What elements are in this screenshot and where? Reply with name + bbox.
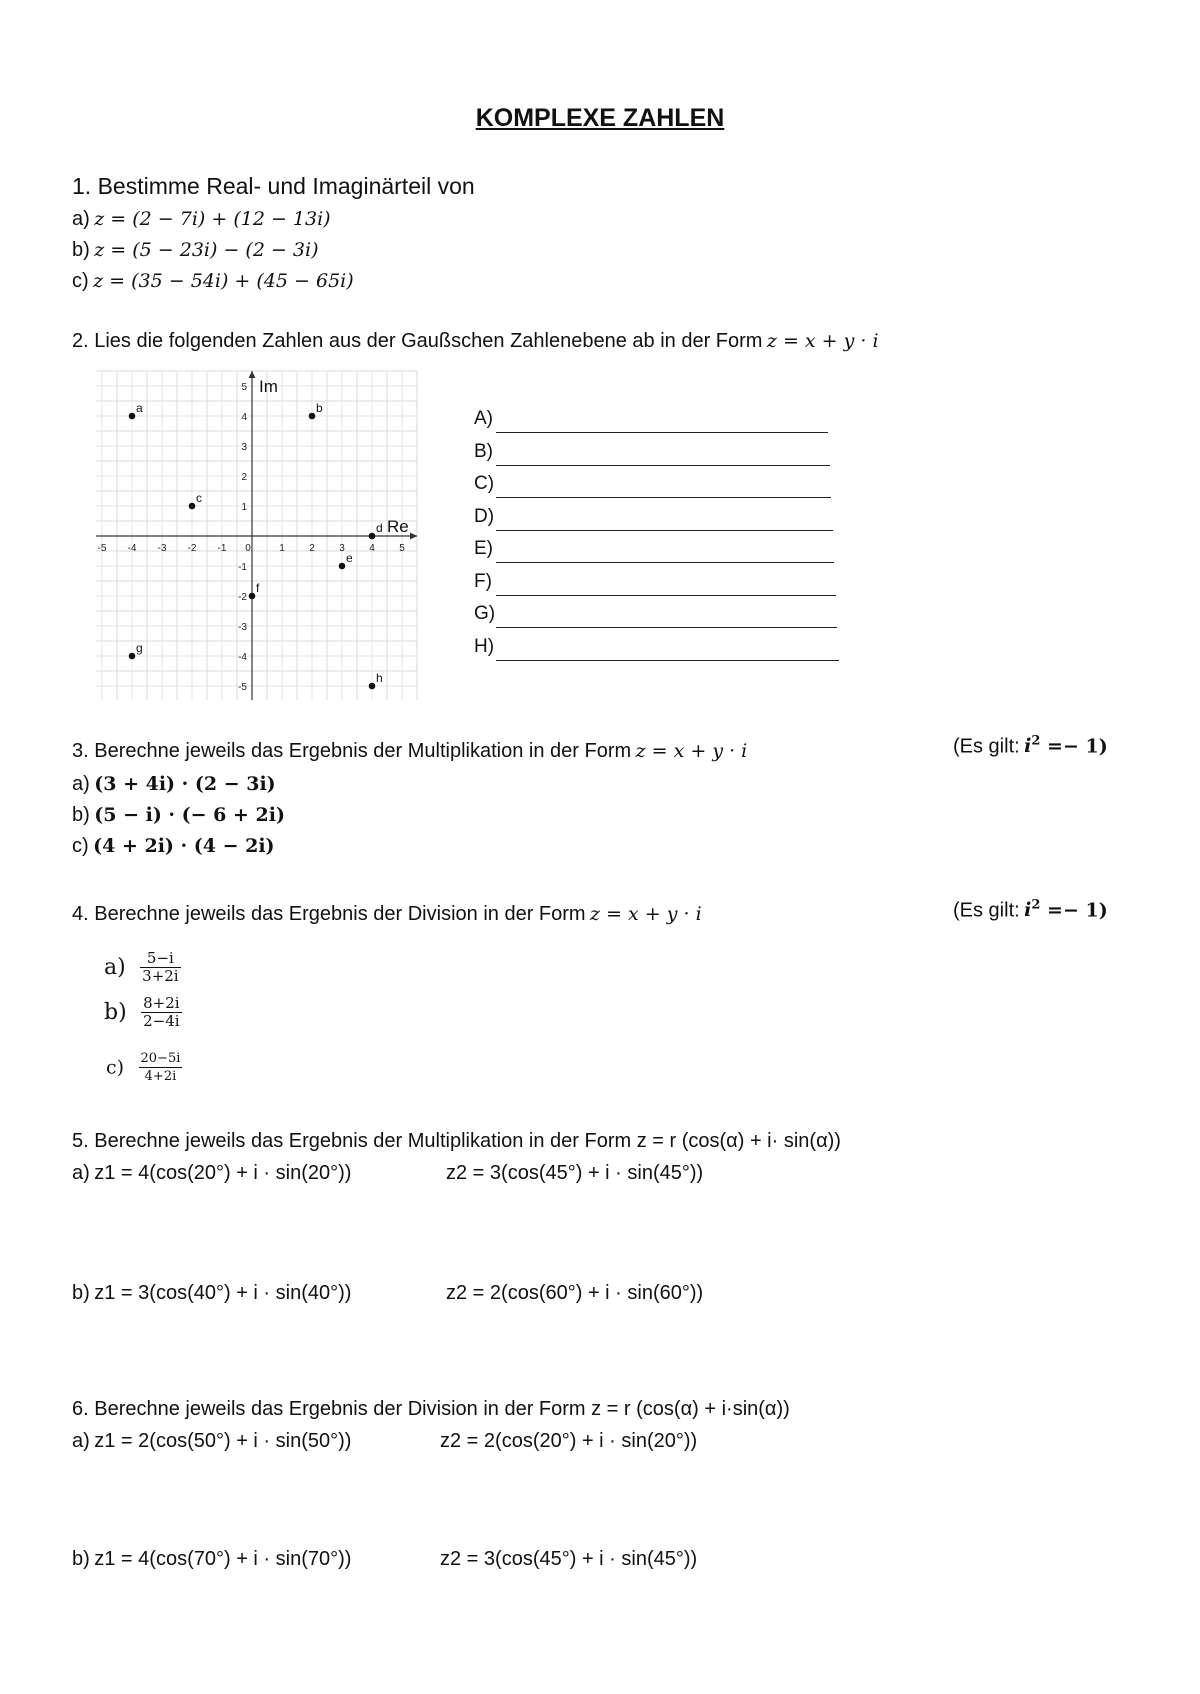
answer-line[interactable] xyxy=(496,562,834,563)
y-tick-label: -2 xyxy=(238,592,247,603)
q6-item-a: a) z1 = 2(cos(50°) + i · sin(50°)) xyxy=(72,1430,352,1452)
y-tick-label: -1 xyxy=(238,562,247,573)
q1-heading: 1. Bestimme Real- und Imaginärteil von xyxy=(72,173,475,199)
answer-line[interactable] xyxy=(496,497,831,498)
point-g xyxy=(129,653,136,660)
answer-line[interactable] xyxy=(496,627,837,628)
point-label-h: h xyxy=(376,671,383,685)
y-tick-label: -3 xyxy=(238,622,247,633)
q6-item-a-z2: z2 = 2(cos(20°) + i · sin(20°)) xyxy=(440,1430,698,1452)
y-tick-label: 1 xyxy=(241,502,247,513)
answer-label: B) xyxy=(474,440,493,462)
x-axis-label: Re xyxy=(387,517,409,536)
point-d xyxy=(369,533,376,540)
q6-item-b: b) z1 = 4(cos(70°) + i · sin(70°)) xyxy=(72,1548,352,1570)
point-label-e: e xyxy=(346,551,353,565)
point-label-g: g xyxy=(136,641,143,655)
x-tick-label: -5 xyxy=(97,543,107,554)
answer-label: F) xyxy=(474,570,492,592)
y-tick-label: 3 xyxy=(241,442,247,453)
answer-label: D) xyxy=(474,505,495,527)
point-a xyxy=(129,413,136,420)
q1-item-a: a) z = (2 − 7i) + (12 − 13i) xyxy=(72,208,331,230)
gauss-plane-chart xyxy=(96,368,430,700)
point-label-d: d xyxy=(376,521,383,535)
point-label-b: b xyxy=(316,401,323,415)
answer-label: C) xyxy=(474,473,495,494)
x-tick-label: -3 xyxy=(157,543,167,554)
x-tick-label: -2 xyxy=(187,543,197,554)
y-tick-label: 4 xyxy=(241,412,247,423)
q5-item-b-z2: z2 = 2(cos(60°) + i · sin(60°)) xyxy=(446,1282,704,1304)
point-e xyxy=(339,563,346,570)
q5-item-a: a) z1 = 4(cos(20°) + i · sin(20°)) xyxy=(72,1162,352,1184)
page-title: KOMPLEXE ZAHLEN xyxy=(475,104,725,132)
q5-heading: 5. Berechne jeweils das Ergebnis der Multiplikation in der Form z = r (cos(α) + i· sin(α)) xyxy=(72,1130,841,1152)
answer-label: G) xyxy=(474,603,496,624)
q3-heading-line: 3. Berechne jeweils das Ergebnis der Multiplikation in der Form z = x + y · i xyxy=(72,740,748,762)
q1-item-c: c) z = (35 − 54i) + (45 − 65i) xyxy=(72,270,354,292)
q3-item-c: c) (4 + 2i) · (4 − 2i) xyxy=(72,835,275,857)
q4-heading-line: 4. Berechne jeweils das Ergebnis der Division in der Form z = x + y · i xyxy=(72,903,702,925)
q4-item-c: c) $\frac{20-5i}{4+2i}$ xyxy=(106,1051,181,1084)
answer-line[interactable] xyxy=(496,465,830,466)
q4-item-a: a) $\frac{5-i}{3+2i}$ xyxy=(104,949,179,985)
y-tick-label: -4 xyxy=(238,652,247,663)
q3-note: (Es gilt: $i^2 =- 1$) xyxy=(953,734,1108,758)
answer-label: A) xyxy=(474,408,493,429)
x-tick-label: 0 xyxy=(245,543,251,554)
x-tick-label: -1 xyxy=(217,543,227,554)
point-f xyxy=(249,593,256,600)
point-label-f: f xyxy=(256,581,260,595)
q5-item-a-z2: z2 = 3(cos(45°) + i · sin(45°)) xyxy=(446,1162,704,1184)
q5-item-b: b) z1 = 3(cos(40°) + i · sin(40°)) xyxy=(72,1282,352,1304)
answer-line[interactable] xyxy=(496,595,836,596)
x-axis-arrow xyxy=(410,533,417,540)
x-tick-label: 1 xyxy=(279,543,285,554)
q2-heading-line: 2. Lies die folgenden Zahlen aus der Gaußschen Zahlenebene ab in der Form z = x + y · i xyxy=(72,330,879,352)
answer-line[interactable] xyxy=(496,660,839,661)
y-axis-label: Im xyxy=(259,377,278,396)
q4-item-b: b) $\frac{8+2i}{2-4i}$ xyxy=(104,994,180,1030)
point-c xyxy=(189,503,196,510)
point-label-a: a xyxy=(136,401,143,415)
q3-item-b: b) (5 − i) · (− 6 + 2i) xyxy=(72,804,285,826)
point-b xyxy=(309,413,316,420)
q4-note: (Es gilt: $i^2 =- 1$) xyxy=(953,898,1108,922)
q1-item-b: b) z = (5 − 23i) − (2 − 3i) xyxy=(72,239,319,261)
x-tick-label: 5 xyxy=(399,543,405,554)
y-tick-label: 2 xyxy=(241,472,247,483)
answer-label: E) xyxy=(474,538,493,559)
answer-line[interactable] xyxy=(496,530,833,531)
q6-item-b-z2: z2 = 3(cos(45°) + i · sin(45°)) xyxy=(440,1548,698,1570)
y-tick-label: -5 xyxy=(238,682,247,693)
answer-label: H) xyxy=(474,635,495,657)
q3-item-a: a) (3 + 4i) · (2 − 3i) xyxy=(72,773,276,795)
point-label-c: c xyxy=(196,491,202,505)
x-tick-label: 4 xyxy=(369,543,375,554)
x-tick-label: -4 xyxy=(127,543,137,554)
y-axis-arrow xyxy=(249,371,256,378)
answer-line[interactable] xyxy=(496,432,828,433)
y-tick-label: 5 xyxy=(241,382,247,393)
x-tick-label: 3 xyxy=(339,543,345,554)
x-tick-label: 2 xyxy=(309,543,315,554)
point-h xyxy=(369,683,376,690)
q6-heading: 6. Berechne jeweils das Ergebnis der Division in der Form z = r (cos(α) + i·sin(α)) xyxy=(72,1398,790,1420)
